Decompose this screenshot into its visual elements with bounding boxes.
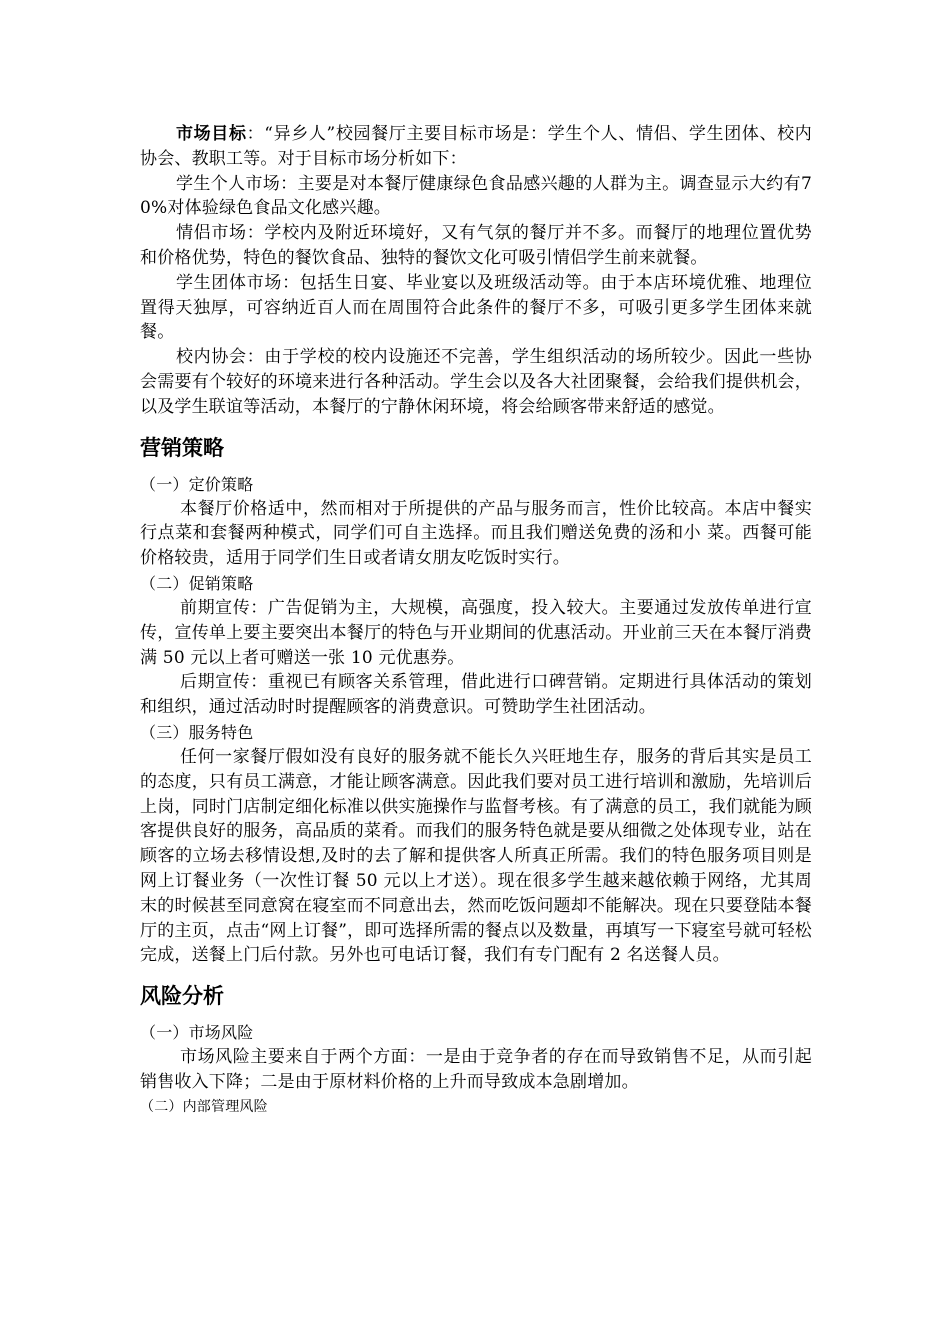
group-market-paragraph: 学生团体市场：包括生日宴、毕业宴以及班级活动等。由于本店环境优雅、地理位置得天独厚，可容纳近百人而在周围符合此条件的餐厅不多，可吸引更多学生团体来就餐。: [140, 272, 812, 343]
pricing-strategy-subheading: （一）定价策略: [140, 474, 254, 494]
market-target-paragraph: [140, 122, 812, 172]
couple-market-paragraph: 情侣市场：学校内及附近环境好，又有气氛的餐厅并不多。而餐厅的地理位置优势和价格优势，特色的餐饮食品、独特的餐饮文化可吸引情侣学生前来就餐。: [140, 223, 812, 268]
market-target-label: 市场目标: [176, 124, 247, 144]
market-risk-subheading: （一）市场风险: [140, 1023, 254, 1043]
marketing-strategy-heading: 营销策略: [140, 435, 224, 460]
service-feature-subheading: （三）服务特色: [140, 722, 254, 742]
service-feature-paragraph: 任何一家餐厅假如没有良好的服务就不能长久兴旺地生存，服务的背后其实是员工的态度，只有员工满意，才能让顾客满意。因此我们要对员工进行培训和激励，先培训后上岗，同时门店制定细化标准以供实施操作与监督考核。有了满意的员工，我们就能为顾客提供良好的服务，高品质的菜肴。而我们的服务特色就是要从细微之处体现专业，站在顾客的立场去移情设想,及时的去了解和提供客人所真正所需。我们的特色服务项目则是网上订餐业务（一次性订餐 50 元以上才送）。现在很多学生越来越依赖于网络，尤其周末的时候甚至同意窝在寝室而不同意出去，然而吃饭问题却不能解决。现在只要登陆本餐厅的主页，点击“网上订餐”，即可选择所需的餐点以及数量，再填写一下寝室号就可轻松完成，送餐上门后付款。另外也可电话订餐，我们有专门配有 2 名送餐人员。: [140, 746, 812, 966]
promotion-strategy-subheading: （二）促销策略: [140, 573, 254, 593]
student-market-paragraph: 学生个人市场：主要是对本餐厅健康绿色食品感兴趣的人群为主。调查显示大约有70%对体验绿色食品文化感兴趣。: [140, 173, 812, 219]
internal-risk-subheading: （二）内部管理风险: [140, 1098, 268, 1115]
early-promotion-paragraph: 前期宣传：广告促销为主，大规模，高强度，投入较大。主要通过发放传单进行宣传，宣传单上要主要突出本餐厅的特色与开业期间的优惠活动。开业前三天在本餐厅消费满 50 元以上者可赠送一张 10 元优惠券。: [140, 597, 812, 668]
association-market-paragraph: 校内协会：由于学校的校内设施还不完善，学生组织活动的场所较少。因此一些协会需要有个较好的环境来进行各种活动。学生会以及各大社团聚餐，会给我们提供机会，以及学生联谊等活动，本餐厅的宁静休闲环境，将会给顾客带来舒适的感觉。: [140, 347, 812, 417]
late-promotion-paragraph: 后期宣传：重视已有顾客关系管理，借此进行口碑营销。定期进行具体活动的策划和组织，通过活动时时提醒顾客的消费意识。可赞助学生社团活动。: [140, 672, 812, 718]
risk-analysis-heading: 风险分析: [140, 984, 224, 1009]
pricing-strategy-paragraph: 本餐厅价格适中，然而相对于所提供的产品与服务而言，性价比较高。本店中餐实行点菜和套餐两种模式，同学们可自主选择。而且我们赠送免费的汤和小 菜。西餐可能价格较贵，适用于同学们生日或者请女朋友吃饭时实行。: [140, 498, 812, 569]
market-risk-paragraph: 市场风险主要来自于两个方面：一是由于竞争者的存在而导致销售不足，从而引起销售收入下降；二是由于原材料价格的上升而导致成本急剧增加。: [140, 1047, 812, 1092]
market-target-intro: ：“异乡人”校园餐厅主要目标市场是：学生个人、情侣、学生团体、校内协会、教职工等。对于目标市场分析如下：: [140, 124, 812, 169]
document-body: [140, 122, 812, 1120]
